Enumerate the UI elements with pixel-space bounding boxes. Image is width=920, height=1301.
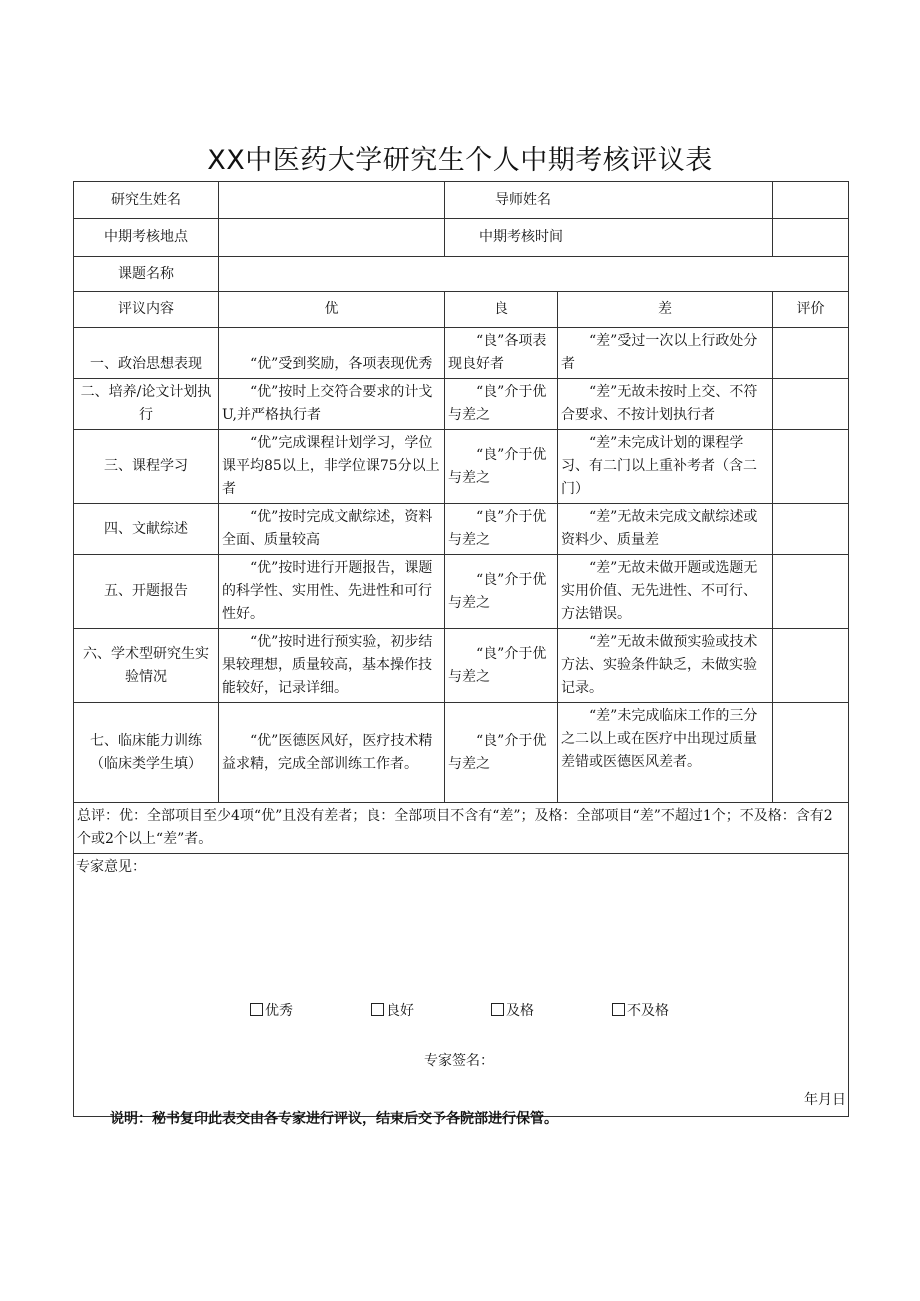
student-name-label: 研究生姓名	[74, 182, 219, 219]
criteria-good: “良”介于优与差之	[445, 629, 558, 703]
expert-opinion-area[interactable]	[74, 854, 849, 1117]
header-content: 评议内容	[74, 292, 219, 328]
expert-signature-label: 专家签名：	[424, 1053, 494, 1069]
time-label: 中期考核时间	[445, 219, 773, 257]
opinion-row	[74, 854, 849, 1117]
criteria-excellent: “优”受到奖励，各项表现优秀	[219, 328, 445, 379]
criteria-excellent: “优”按时进行预实验，初步结果较理想，质量较高，基本操作技能较好，记录详细。	[219, 629, 445, 703]
criteria-poor: “差”无故未按时上交、不符合要求、不按计划执行者	[558, 379, 773, 430]
checkbox-icon	[250, 1003, 263, 1016]
student-name-field[interactable]	[219, 182, 445, 219]
header-excellent: 优	[219, 292, 445, 328]
criteria-item: 五、开题报告	[74, 555, 219, 629]
rating-cell[interactable]	[773, 555, 849, 629]
info-row-location	[74, 219, 849, 257]
location-label: 中期考核地点	[74, 219, 219, 257]
criteria-item: 四、文献综述	[74, 504, 219, 555]
rating-cell[interactable]	[773, 328, 849, 379]
evaluation-form	[73, 181, 849, 1117]
criteria-poor: “差”无故未做开题或选题无实用价值、无先进性、不可行、方法错误。	[558, 555, 773, 629]
header-rating: 评价	[773, 292, 849, 328]
criteria-poor: “差”未完成临床工作的三分之二以上或在医疗中出现过质量差错或医德医风差者。	[558, 703, 773, 803]
date-label: 年月日	[804, 1092, 846, 1108]
header-poor: 差	[558, 292, 773, 328]
option-good-label: 良好	[386, 1003, 414, 1019]
option-pass[interactable]	[491, 1000, 534, 1023]
page-title: XX中医药大学研究生个人中期考核评议表	[207, 145, 713, 176]
criteria-excellent: “优”按时上交符合要求的计戈U,并严格执行者	[219, 379, 445, 430]
criteria-poor: “差”无故未完成文献综述或资料少、质量差	[558, 504, 773, 555]
footnote: 说明：秘书复印此表交由各专家进行评议，结束后交予各院部进行保管。	[110, 1111, 558, 1127]
criteria-item: 七、临床能力训练（临床类学生填）	[74, 703, 219, 803]
criteria-good: “良”介于优与差之	[445, 555, 558, 629]
criteria-item: 二、培养/论文计划执行	[74, 379, 219, 430]
criteria-row	[74, 629, 849, 703]
summary-row	[74, 803, 849, 854]
criteria-poor: “差”未完成计划的课程学习、有二门以上重补考者（含二门）	[558, 430, 773, 504]
expert-opinion-label: 专家意见：	[76, 859, 146, 875]
advisor-name-field[interactable]	[773, 182, 849, 219]
criteria-good: “良”介于优与差之	[445, 703, 558, 803]
topic-label: 课题名称	[74, 257, 219, 292]
advisor-name-label: 导师姓名	[445, 182, 773, 219]
overall-criteria: 总评：优：全部项目至少4项“优”且没有差者；良：全部项目不含有“差”；及格：全部项目“差”不超过1个；不及格：含有2个或2个以上“差”者。	[74, 803, 849, 854]
criteria-row	[74, 430, 849, 504]
criteria-header-row	[74, 292, 849, 328]
rating-cell[interactable]	[773, 629, 849, 703]
criteria-excellent: “优”医德医风好，医疗技术精益求精，完成全部训练工作者。	[219, 703, 445, 803]
criteria-good: “良”各项表现良好者	[445, 328, 558, 379]
option-fail[interactable]	[612, 1000, 669, 1023]
option-excellent[interactable]	[250, 1000, 293, 1023]
rating-cell[interactable]	[773, 504, 849, 555]
criteria-item: 六、学术型研究生实验情况	[74, 629, 219, 703]
topic-field[interactable]	[219, 257, 849, 292]
header-good: 良	[445, 292, 558, 328]
criteria-excellent: “优”完成课程计划学习，学位课平均85以上，非学位课75分以上者	[219, 430, 445, 504]
info-row-names	[74, 182, 849, 219]
checkbox-icon	[371, 1003, 384, 1016]
criteria-row	[74, 703, 849, 803]
checkbox-icon	[491, 1003, 504, 1016]
option-fail-label: 不及格	[627, 1003, 669, 1019]
option-pass-label: 及格	[506, 1003, 534, 1019]
time-field[interactable]	[773, 219, 849, 257]
option-excellent-label: 优秀	[265, 1003, 293, 1019]
criteria-row	[74, 504, 849, 555]
info-row-topic	[74, 257, 849, 292]
rating-cell[interactable]	[773, 379, 849, 430]
criteria-good: “良”介于优与差之	[445, 379, 558, 430]
criteria-item: 一、政治思想表现	[74, 328, 219, 379]
criteria-poor: “差”无故未做预实验或技术方法、实验条件缺乏，未做实验记录。	[558, 629, 773, 703]
criteria-excellent: “优”按时完成文献综述，资料全面、质量较高	[219, 504, 445, 555]
rating-cell[interactable]	[773, 430, 849, 504]
criteria-good: “良”介于优与差之	[445, 430, 558, 504]
checkbox-icon	[612, 1003, 625, 1016]
option-good[interactable]	[371, 1000, 414, 1023]
location-field[interactable]	[219, 219, 445, 257]
criteria-row	[74, 555, 849, 629]
rating-cell[interactable]	[773, 703, 849, 803]
criteria-row	[74, 328, 849, 379]
criteria-poor: “差”受过一次以上行政处分者	[558, 328, 773, 379]
criteria-item: 三、课程学习	[74, 430, 219, 504]
criteria-good: “良”介于优与差之	[445, 504, 558, 555]
criteria-excellent: “优”按时进行开题报告，课题的科学性、实用性、先进性和可行性好。	[219, 555, 445, 629]
criteria-row	[74, 379, 849, 430]
